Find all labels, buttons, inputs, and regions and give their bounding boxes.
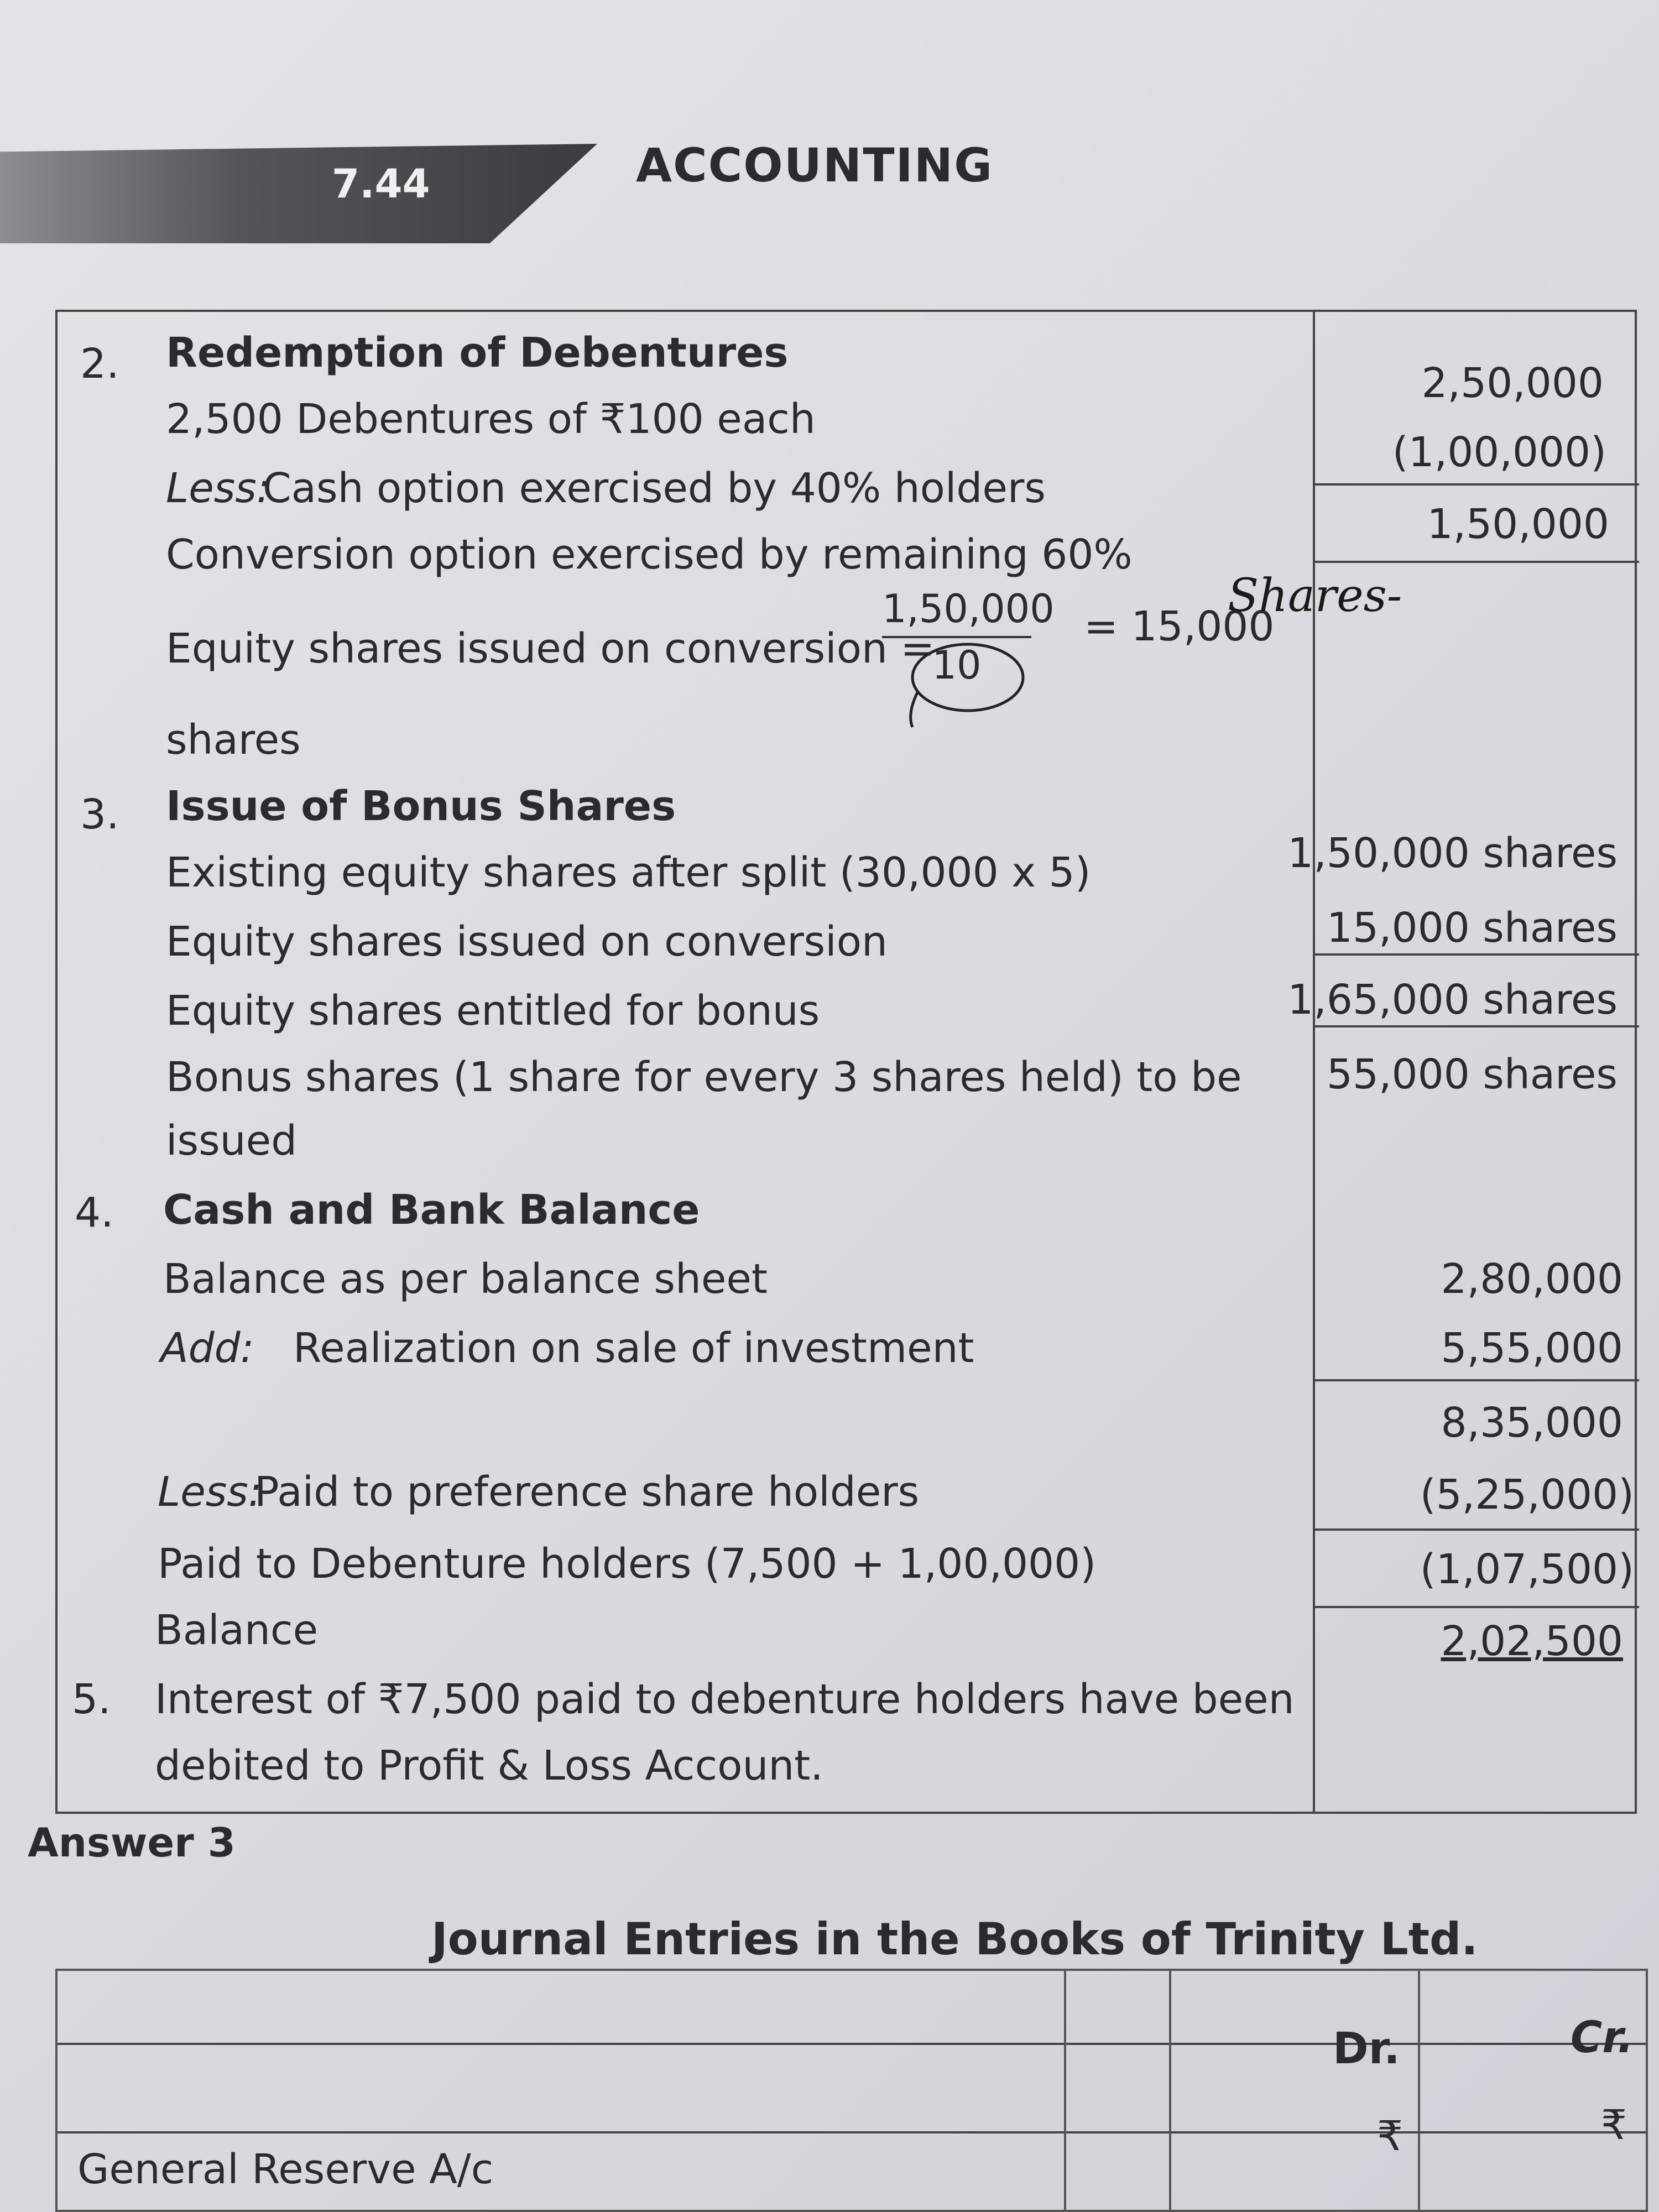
rule [1313,953,1639,956]
dr-header: Dr. [1333,2024,1400,2074]
note-line: Equity shares issued on conversion = [166,625,935,672]
answer-label: Answer 3 [28,1819,236,1866]
amount: 2,80,000 [1441,1255,1623,1303]
header-rule [58,2131,1646,2133]
cr-header: Cr. [1571,2013,1634,2063]
page-number: 7.44 [332,160,430,207]
add-label: Add: [160,1324,254,1372]
handwritten-note: Shares- [1228,570,1402,622]
handwritten-circle [896,636,1040,730]
amount: (1,00,000) [1392,429,1606,476]
note-line: Conversion option exercised by remaining 60% [166,531,1133,578]
amount-column-divider [1313,312,1315,1812]
rule [1313,1528,1639,1531]
note-line: Paid to preference share holders [254,1468,920,1516]
amount: (5,25,000) [1420,1471,1634,1519]
note-number: 2. [80,340,119,388]
less-label: Less: [166,465,270,512]
note-title: Issue of Bonus Shares [166,782,676,830]
note-line: issued [166,1117,298,1165]
note-line: Bonus shares (1 share for every 3 shares held) to be [166,1053,1242,1101]
fraction-numerator: 1,50,000 [882,586,1055,632]
rule [1313,561,1639,563]
rule [1313,1025,1639,1027]
column-rule [1169,1971,1171,2210]
note-line: Realization on sale of investment [293,1324,974,1372]
note-line: Balance as per balance sheet [163,1255,768,1303]
amount: 55,000 shares [1326,1051,1618,1098]
header-rule [58,2043,1646,2045]
note-line: Equity shares entitled for bonus [166,987,820,1035]
page-header: ACCOUNTING [636,138,994,192]
header-band [0,144,597,243]
rule [1313,1606,1639,1608]
note-line: debited to Profit & Loss Account. [155,1742,823,1790]
amount: 15,000 shares [1326,904,1618,952]
note-title: Redemption of Debentures [166,329,789,377]
balance-amount: 2,02,500 [1441,1618,1623,1665]
less-label: Less: [158,1468,262,1516]
note-line: Balance [155,1606,319,1654]
note-line: Cash option exercised by 40% holders [263,465,1046,512]
note-number: 5. [72,1676,111,1723]
note-line: Existing equity shares after split (30,000 x 5) [166,849,1091,896]
rule [1313,483,1639,486]
note-line: 2,500 Debentures of ₹100 each [166,395,816,443]
fraction-denominator: 10 [932,643,982,688]
amount: 5,55,000 [1441,1324,1623,1372]
amount: 1,65,000 shares [1287,976,1618,1024]
journal-title: Journal Entries in the Books of Trinity Ltd. [431,1913,1478,1965]
note-line: Equity shares issued on conversion [166,918,888,966]
amount: (1,07,500) [1420,1546,1634,1593]
rule [1313,1379,1639,1381]
note-line: Interest of ₹7,500 paid to debenture holders have been [155,1676,1295,1723]
dr-unit: ₹ [1377,2112,1404,2160]
conversion-result: = 15,000 [1084,603,1275,650]
note-number: 3. [80,791,119,838]
amount: 2,50,000 [1421,359,1604,407]
amount: 1,50,000 shares [1287,830,1618,877]
note-number: 4. [75,1189,114,1237]
column-rule [1064,1971,1066,2210]
note-title: Cash and Bank Balance [163,1186,700,1234]
note-line: Paid to Debenture holders (7,500 + 1,00,000) [158,1540,1097,1588]
cr-unit: ₹ [1601,2101,1627,2149]
amount: 1,50,000 [1427,500,1609,548]
column-rule [1418,1971,1420,2210]
note-line: shares [166,716,301,764]
amount: 8,35,000 [1441,1399,1623,1447]
journal-entry-line: General Reserve A/c [77,2146,494,2193]
